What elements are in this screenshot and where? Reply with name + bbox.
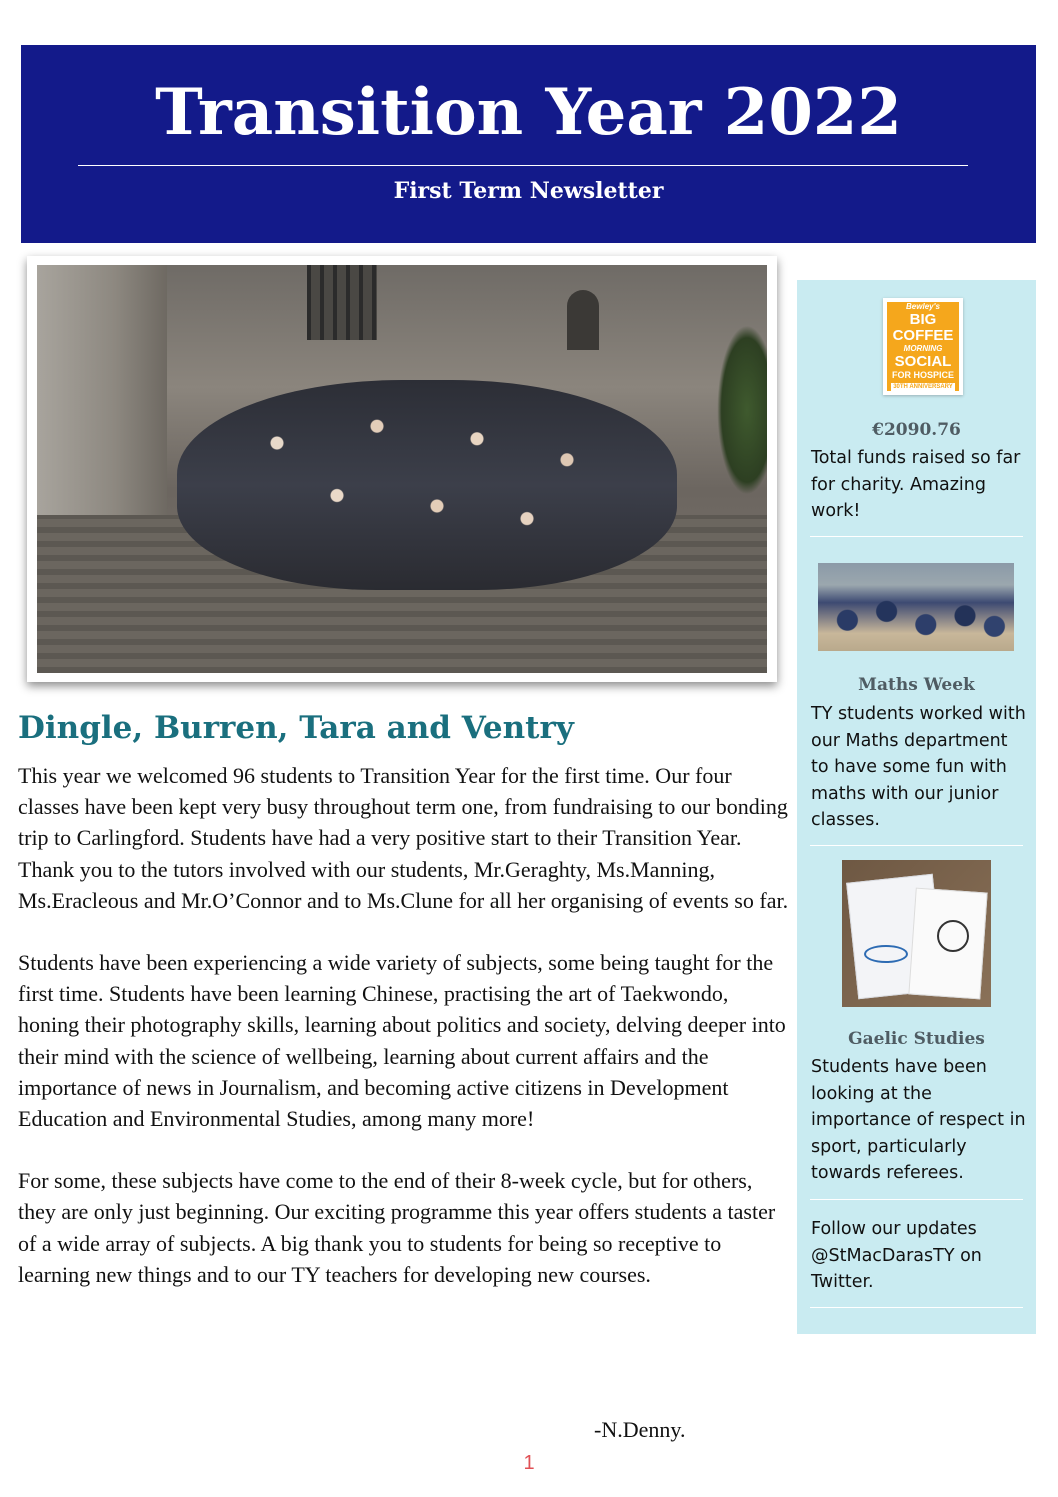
newsletter-title: Transition Year 2022: [155, 75, 902, 150]
gaelic-studies-text: Students have been looking at the importance of respect in sport, particularly towards referees.: [811, 1057, 1026, 1183]
logo-text: 30TH ANNIVERSARY: [893, 384, 953, 390]
gaelic-studies-heading: Gaelic Studies: [848, 1029, 985, 1049]
photo-student-group: [177, 380, 677, 590]
group-photo: [37, 265, 767, 673]
article-body: [18, 760, 793, 1321]
newsletter-header: [21, 45, 1036, 243]
page-number: 1: [523, 1452, 535, 1474]
sidebar-divider: [810, 845, 1023, 846]
maths-week-text: TY students worked with our Maths department to have some fun with maths with our junior classes.: [811, 704, 1026, 830]
photo-tree: [717, 325, 767, 495]
gaelic-studies-photo: [842, 860, 991, 1007]
follow-text: Follow our updates @StMacDarasTY on Twitter.: [811, 1219, 982, 1292]
author-signature: -N.Denny.: [594, 1417, 686, 1442]
article-heading: Dingle, Burren, Tara and Ventry: [18, 710, 574, 746]
article-paragraph: Students have been experiencing a wide variety of subjects, some being taught for the first time. Students have been learning Chinese, practising the art of Taekwondo, honing their photography skills, learning about politics and society, delving deeper into their mind with the science of wellbeing, learning about current affairs and the importance of news in Journalism, and becoming active citizens in Development Education and Environmental Studies, among many more!: [18, 950, 786, 1132]
photo-barred-window: [307, 265, 377, 340]
funds-text: Total funds raised so far for charity. Amazing work!: [811, 448, 1021, 521]
logo-text: MORNING: [903, 344, 943, 353]
funds-amount: €2090.76: [872, 420, 961, 440]
sidebar-divider: [810, 536, 1023, 537]
logo-text: FOR HOSPICE: [891, 370, 954, 380]
maths-week-photo: [818, 563, 1014, 651]
logo-text: BIG: [909, 311, 937, 328]
sidebar-divider: [810, 1199, 1023, 1200]
group-photo-frame: [27, 256, 777, 682]
logo-text: SOCIAL: [894, 353, 952, 370]
newsletter-subtitle: First Term Newsletter: [393, 178, 664, 204]
logo-text: Bewley's: [906, 302, 940, 311]
coffee-morning-logo: [883, 298, 963, 395]
sidebar: [797, 280, 1036, 1334]
title-divider: [78, 165, 968, 166]
photo-arch-window: [567, 290, 599, 350]
logo-text: COFFEE: [892, 327, 954, 344]
article-paragraph: This year we welcomed 96 students to Transition Year for the first time. Our four classes have been kept very busy throughout term one, from fundraising to our bonding trip to Carlingford. Students have had a very positive start to their Transition Year. Thank you to the tutors involved with our students, Mr.Geraghty, Ms.Manning, Ms.Eracleous and Mr.O’Connor and to Ms.Clune for all her organising of events so far.: [18, 763, 789, 913]
maths-week-heading: Maths Week: [858, 675, 975, 695]
sidebar-divider: [810, 1307, 1023, 1308]
article-paragraph: For some, these subjects have come to the end of their 8-week cycle, but for others, they are only just beginning. Our exciting programme this year offers students a taster of a wide array of subjects. A big thank you to students for being so receptive to learning new things and to our TY teachers for developing new courses.: [18, 1168, 776, 1287]
